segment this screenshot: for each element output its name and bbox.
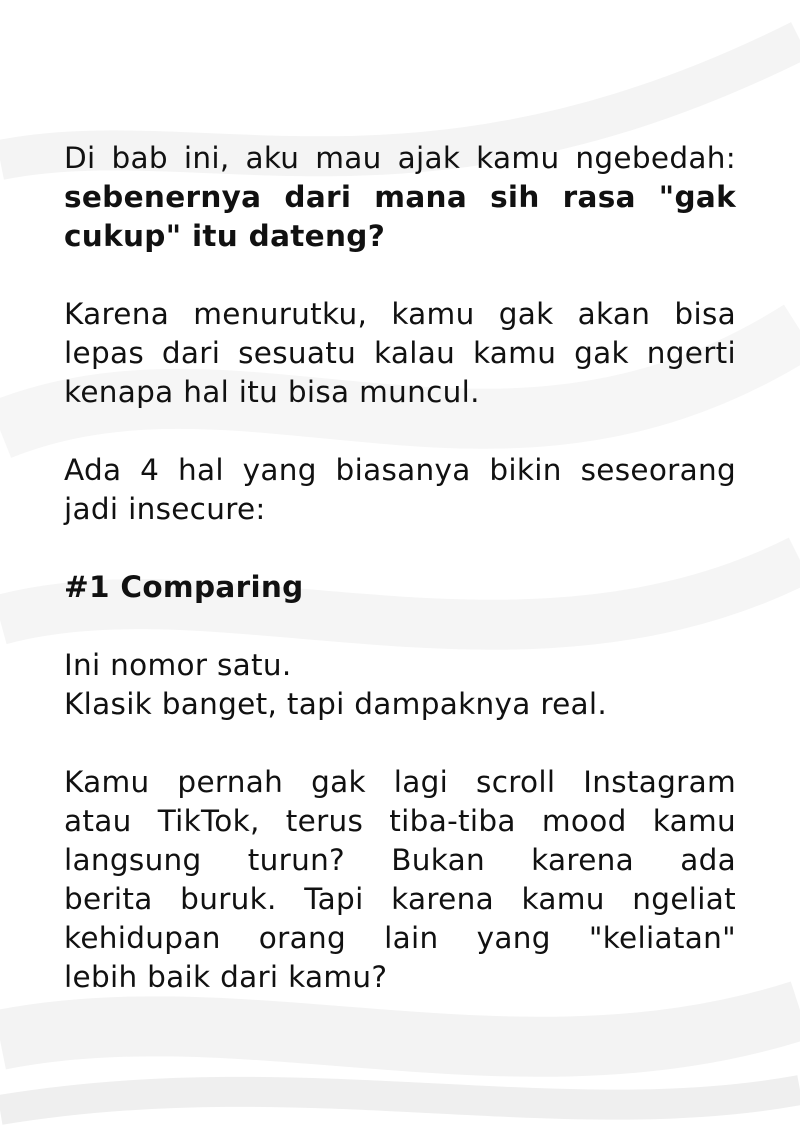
intro-question-line: sebenernya dari mana sih rasa "gak xyxy=(64,180,736,214)
paragraph-line: atau TikTok, terus tiba-tiba mood kamu xyxy=(64,804,736,838)
paragraph-line: Ini nomor satu. xyxy=(64,648,292,682)
paragraph-line: Ada 4 hal yang biasanya bikin seseorang xyxy=(64,453,736,487)
paragraph-line: jadi insecure: xyxy=(64,492,266,526)
paragraph-line: Kamu pernah gak lagi scroll Instagram xyxy=(64,765,736,799)
intro-line: Di bab ini, aku mau ajak kamu ngebedah: xyxy=(64,141,736,175)
paragraph-line: Klasik banget, tapi dampaknya real. xyxy=(64,687,608,721)
intro-question-line: cukup" itu dateng? xyxy=(64,219,386,253)
paragraph xyxy=(64,763,736,997)
paragraph-line: Karena menurutku, kamu gak akan bisa xyxy=(64,297,736,331)
section-heading: #1 Comparing xyxy=(64,570,304,604)
paragraph-line: lebih baik dari kamu? xyxy=(64,960,388,994)
intro-paragraph xyxy=(64,139,736,256)
paragraph xyxy=(64,451,736,529)
page-content xyxy=(64,139,736,1036)
paragraph xyxy=(64,646,736,724)
paragraph-line: kehidupan orang lain yang "keliatan" xyxy=(64,921,736,955)
section-heading-block xyxy=(64,568,736,607)
paragraph-line: berita buruk. Tapi karena kamu ngeliat xyxy=(64,882,736,916)
paragraph-line: langsung turun? Bukan karena ada xyxy=(64,843,736,877)
paragraph-line: kenapa hal itu bisa muncul. xyxy=(64,375,480,409)
paragraph xyxy=(64,295,736,412)
paragraph-line: lepas dari sesuatu kalau kamu gak ngerti xyxy=(64,336,736,370)
